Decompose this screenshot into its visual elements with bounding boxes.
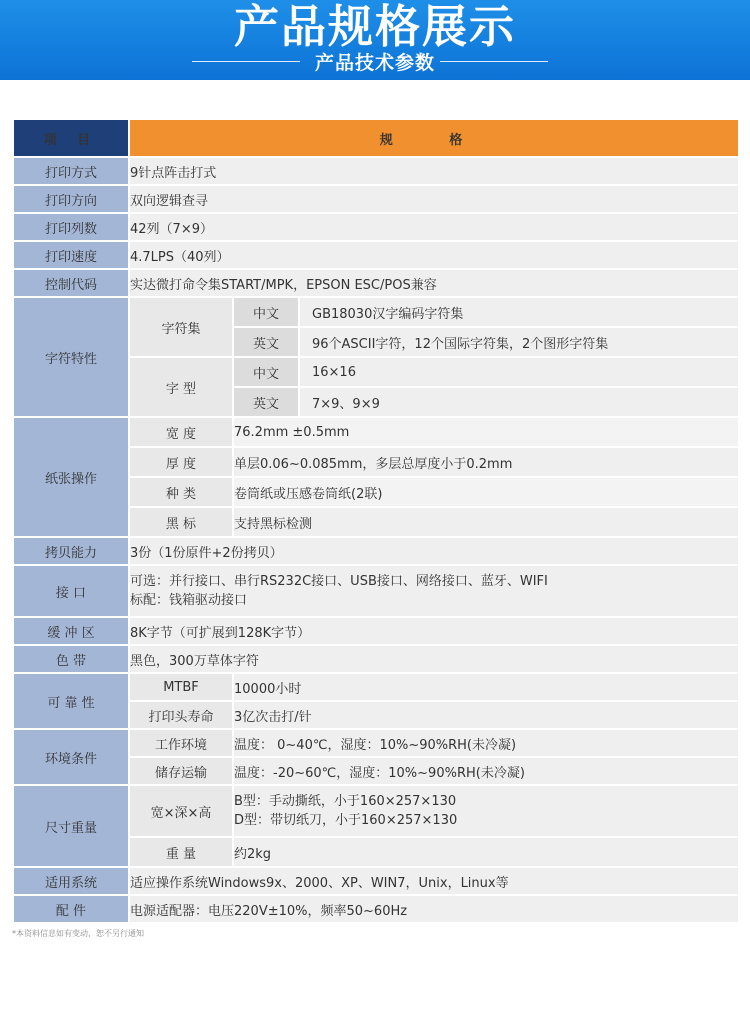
- value-paper-width: 76.2mm ±0.5mm: [234, 418, 738, 446]
- row-value-accessory: 电源适配器：电压220V±10%，频率50~60Hz: [130, 896, 738, 922]
- row-label-accessory: 配 件: [14, 896, 128, 922]
- row-value-buffer: 8K字节（可扩展到128K字节）: [130, 618, 738, 644]
- table-row: [14, 566, 738, 616]
- sub-label-paper-thickness: 厚 度: [130, 448, 232, 476]
- column-header-item: 项 目: [14, 120, 128, 156]
- value-work-env: 温度： 0~40℃，湿度：10%~90%RH(未冷凝): [234, 730, 738, 756]
- footnote: *本资料信息如有变动，恕不另行通知: [12, 929, 144, 938]
- row-value-os: 适应操作系统Windows9x、2000、XP、WIN7，Unix，Linux等: [130, 868, 738, 894]
- sub-label-storage-env: 储存运输: [130, 758, 232, 784]
- row-value-control-code: 实达微打命令集START/MPK，EPSON ESC/POS兼容: [130, 270, 738, 296]
- subtitle-line-right: [440, 61, 548, 62]
- table-row: [14, 158, 738, 184]
- row-label-reliability: 可 靠 性: [14, 674, 128, 728]
- sub-label-weight: 重 量: [130, 838, 232, 866]
- row-label-paper: 纸张操作: [14, 418, 128, 536]
- table-row: [14, 786, 738, 836]
- table-row: [14, 214, 738, 240]
- dimensions-line-d: D型：带切纸刀，小于160×257×130: [234, 813, 458, 828]
- table-row: [14, 730, 738, 756]
- row-label-interface: 接 口: [14, 566, 128, 616]
- row-value-print-speed: 4.7LPS（40列）: [130, 242, 738, 268]
- value-head-life: 3亿次击打/针: [234, 702, 738, 728]
- sub-label-head-life: 打印头寿命: [130, 702, 232, 728]
- row-label-size-weight: 尺寸重量: [14, 786, 128, 866]
- interface-line-standard: 标配：钱箱驱动接口: [130, 593, 248, 608]
- row-value-print-direction: 双向逻辑查寻: [130, 186, 738, 212]
- row-label-char-features: 字符特性: [14, 298, 128, 416]
- value-mtbf: 10000小时: [234, 674, 738, 700]
- row-label-os: 适用系统: [14, 868, 128, 894]
- sub-label-work-env: 工作环境: [130, 730, 232, 756]
- table-row: [14, 418, 738, 446]
- sub-label-charset-cn: 中文: [234, 298, 298, 326]
- sub-label-dimensions: 宽×深×高: [130, 786, 232, 836]
- row-label-ribbon: 色 带: [14, 646, 128, 672]
- value-charset-cn: GB18030汉字编码字符集: [300, 298, 738, 326]
- value-dimensions: [234, 786, 738, 836]
- row-label-copy: 拷贝能力: [14, 538, 128, 564]
- table-row: [14, 646, 738, 672]
- row-label-print-method: 打印方式: [14, 158, 128, 184]
- value-paper-thickness: 单层0.06~0.085mm，多层总厚度小于0.2mm: [234, 448, 738, 476]
- row-value-ribbon: 黑色，300万草体字符: [130, 646, 738, 672]
- spec-table: [12, 118, 740, 924]
- row-label-print-columns: 打印列数: [14, 214, 128, 240]
- value-font-cn: 16×16: [300, 358, 738, 386]
- page-title: 产品规格展示: [233, 0, 516, 53]
- sub-label-font-cn: 中文: [234, 358, 298, 386]
- sub-label-mtbf: MTBF: [130, 674, 232, 700]
- table-row: [14, 298, 738, 326]
- table-row: [14, 186, 738, 212]
- row-label-print-direction: 打印方向: [14, 186, 128, 212]
- table-row: [14, 868, 738, 894]
- row-value-print-columns: 42列（7×9）: [130, 214, 738, 240]
- row-label-print-speed: 打印速度: [14, 242, 128, 268]
- value-storage-env: 温度：-20~60℃，湿度：10%~90%RH(未冷凝): [234, 758, 738, 784]
- value-paper-mark: 支持黑标检测: [234, 508, 738, 536]
- row-label-control-code: 控制代码: [14, 270, 128, 296]
- table-row: [14, 538, 738, 564]
- table-row: [14, 270, 738, 296]
- table-row: [14, 674, 738, 700]
- page-subtitle: 产品技术参数: [314, 52, 435, 74]
- value-charset-en: 96个ASCII字符，12个国际字符集，2个图形字符集: [300, 328, 738, 356]
- table-row: [14, 896, 738, 922]
- sub-label-font-en: 英文: [234, 388, 298, 416]
- sub-label-charset-en: 英文: [234, 328, 298, 356]
- sub-label-charset: 字符集: [130, 298, 232, 356]
- sub-label-paper-mark: 黑 标: [130, 508, 232, 536]
- table-row: [14, 242, 738, 268]
- value-paper-type: 卷筒纸或压感卷筒纸(2联): [234, 478, 738, 506]
- value-weight: 约2kg: [234, 838, 738, 866]
- sub-label-paper-type: 种 类: [130, 478, 232, 506]
- table-row: [14, 618, 738, 644]
- row-value-print-method: 9针点阵击打式: [130, 158, 738, 184]
- row-label-buffer: 缓 冲 区: [14, 618, 128, 644]
- row-label-environment: 环境条件: [14, 730, 128, 784]
- sub-label-paper-width: 宽 度: [130, 418, 232, 446]
- value-font-en: 7×9、9×9: [300, 388, 738, 416]
- sub-label-font: 字 型: [130, 358, 232, 416]
- table-header-row: [14, 120, 738, 156]
- row-value-copy: 3份（1份原件+2份拷贝）: [130, 538, 738, 564]
- interface-line-optional: 可选：并行接口、串行RS232C接口、USB接口、网络接口、蓝牙、WIFI: [130, 574, 548, 589]
- header-banner: [0, 0, 750, 80]
- row-value-interface: [130, 566, 738, 616]
- dimensions-line-b: B型：手动撕纸，小于160×257×130: [234, 794, 457, 809]
- column-header-spec: 规 格: [130, 120, 738, 156]
